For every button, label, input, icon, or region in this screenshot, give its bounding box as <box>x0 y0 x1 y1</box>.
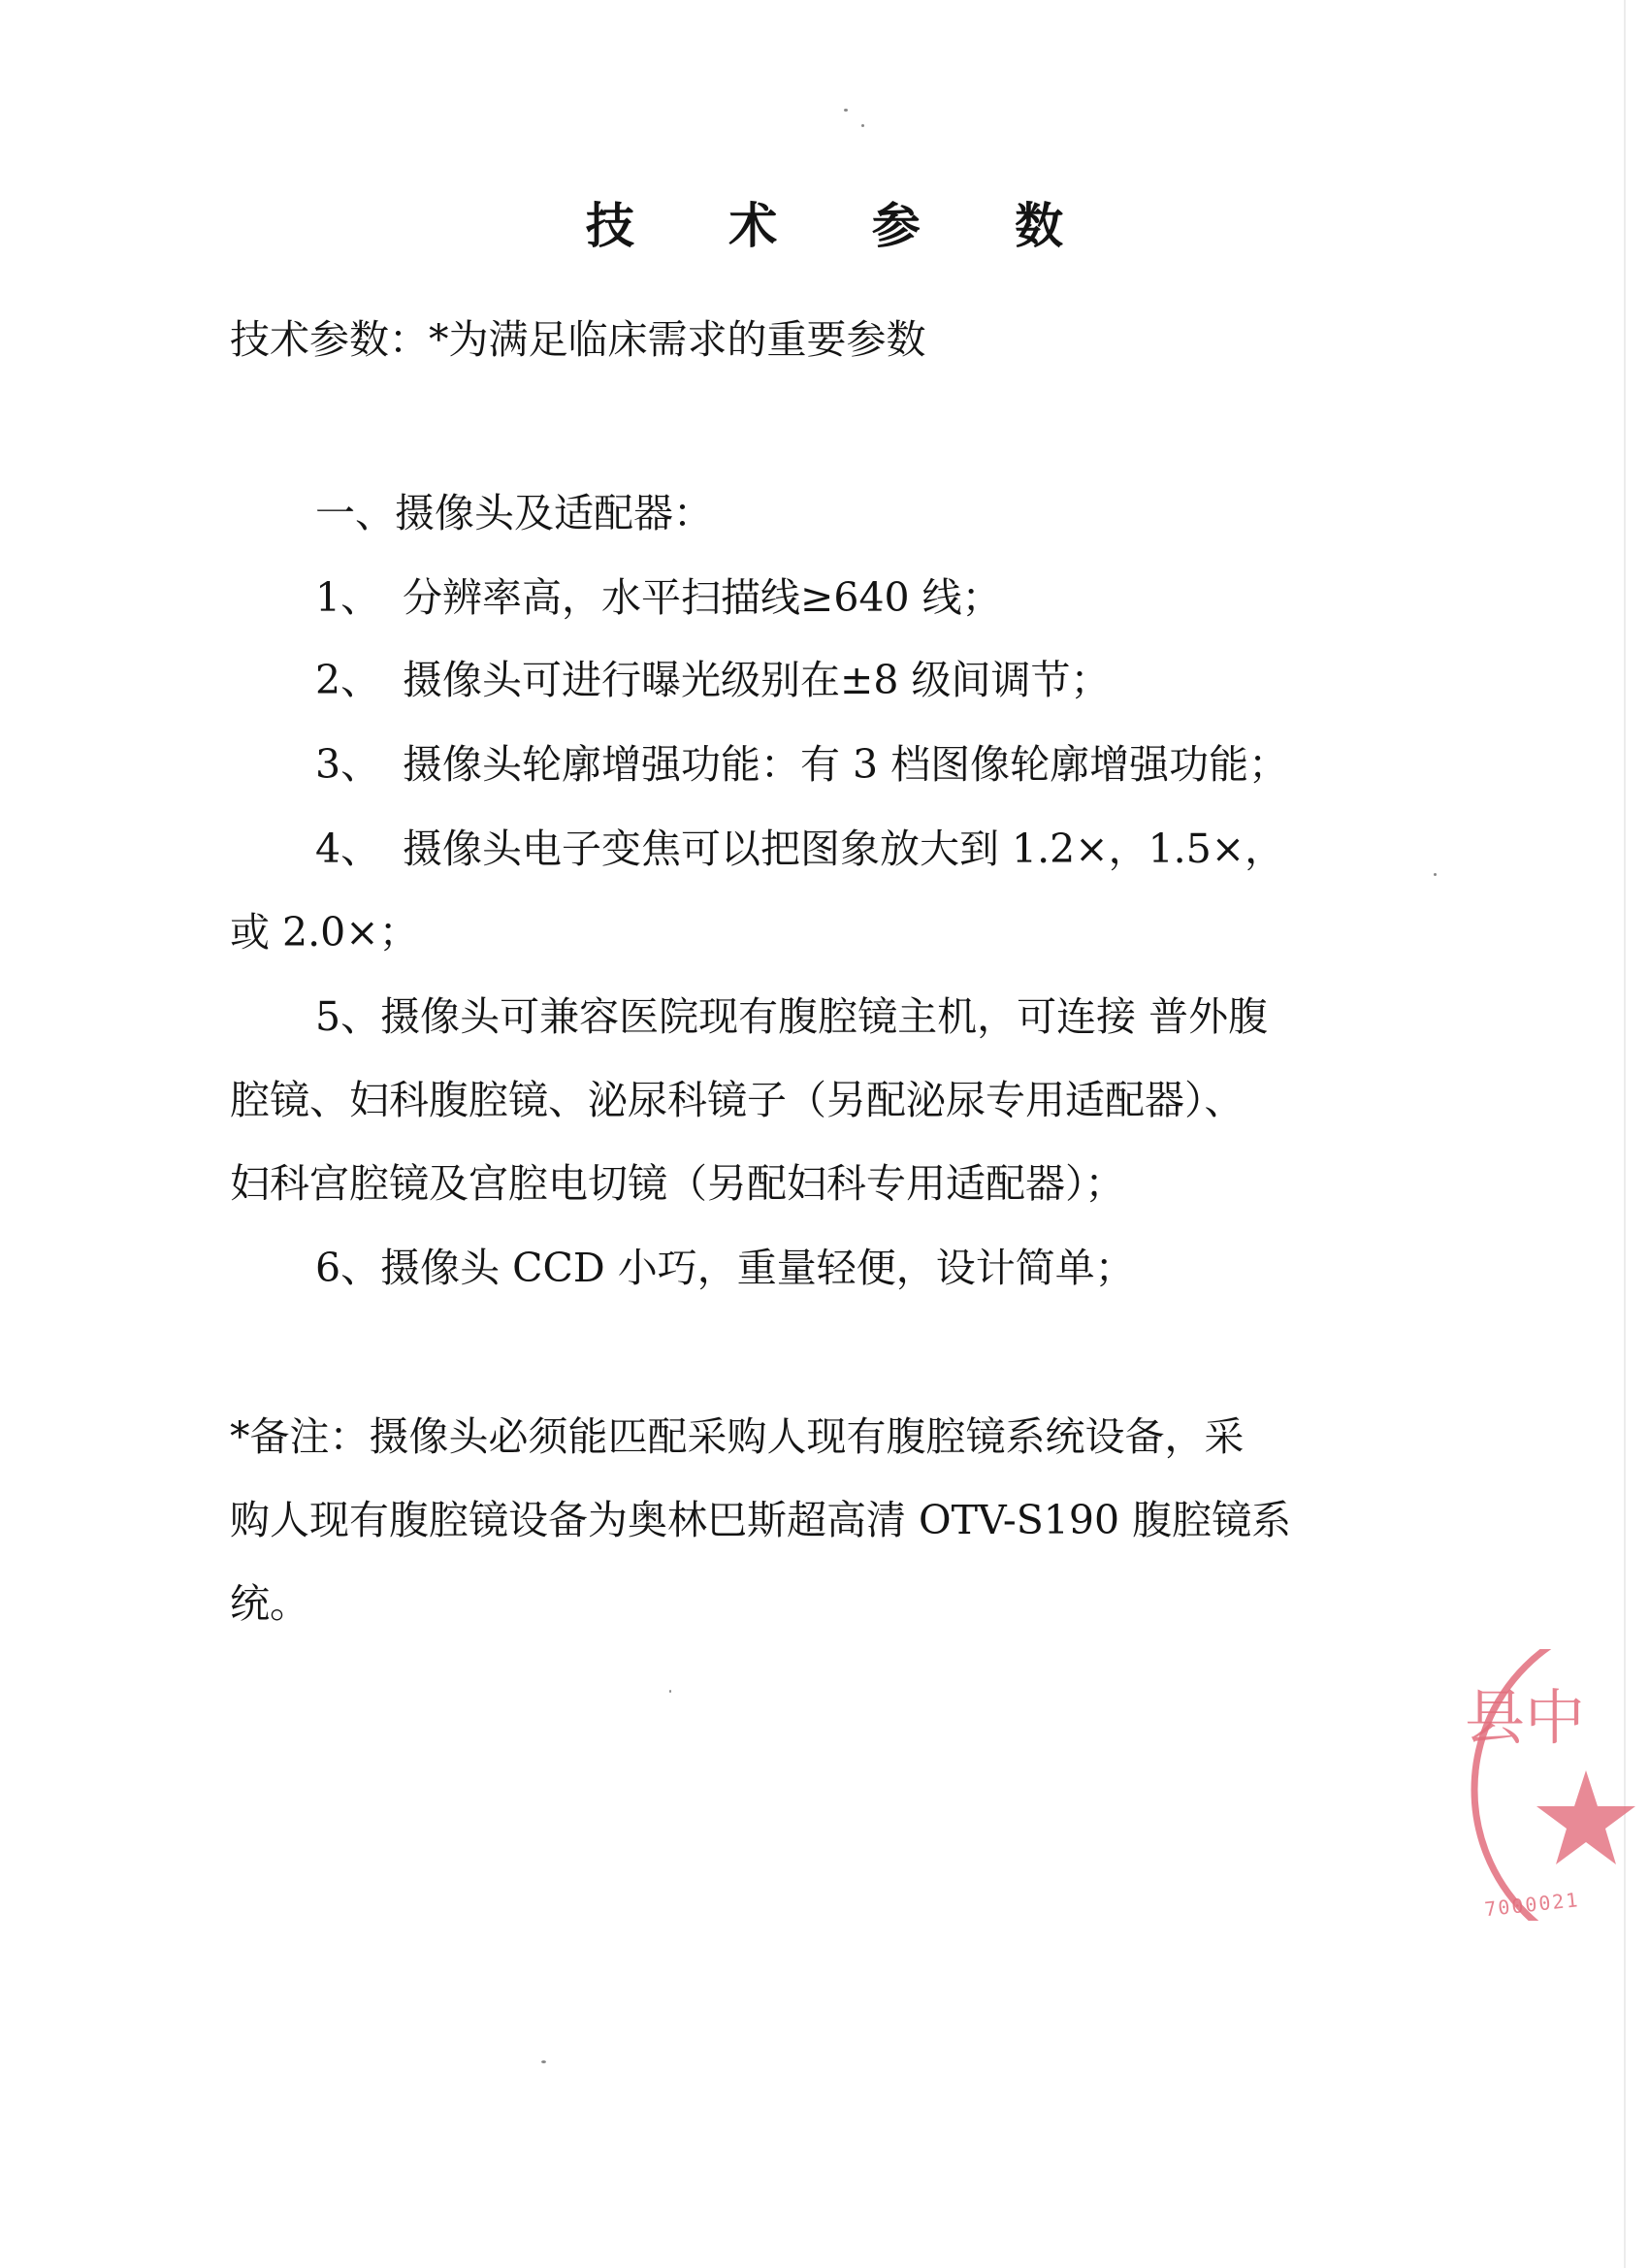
scan-speck <box>861 124 864 127</box>
seal-text: 县中 <box>1465 1682 1586 1753</box>
seal-serial: 7000021 <box>1483 1888 1581 1921</box>
item-number: 2、 <box>315 657 381 703</box>
list-item <box>315 651 1110 709</box>
note-line-2: 购人现有腹腔镜设备为奥林巴斯超高清 OTV-S190 腹腔镜系 <box>230 1497 1292 1543</box>
scan-speck <box>844 109 848 112</box>
list-item <box>315 820 1284 878</box>
item-continuation: 或 2.0×； <box>230 909 419 956</box>
item-text: 摄像头轮廓增强功能：有 3 档图像轮廓增强功能； <box>403 741 1289 788</box>
item-text: 摄像头电子变焦可以把图象放大到 1.2×，1.5×， <box>403 826 1285 872</box>
item-text: 分辨率高，水平扫描线≥640 线； <box>403 574 1002 621</box>
scan-speck <box>669 1690 671 1693</box>
note-line-3: 统。 <box>230 1580 309 1627</box>
page-title: 技 术 参 数 <box>585 197 1103 254</box>
scan-speck <box>1434 873 1437 876</box>
item-number: 3、 <box>315 741 381 788</box>
official-seal-stamp <box>1455 1649 1649 1921</box>
item-5-line-2: 腔镜、妇科腹腔镜、泌尿科镜子（另配泌尿专用适配器）、 <box>230 1077 1245 1123</box>
item-number: 4、 <box>315 826 381 872</box>
item-text: 摄像头可进行曝光级别在±8 级间调节； <box>403 657 1111 703</box>
scan-speck <box>541 2060 546 2063</box>
item-6: 6、摄像头 CCD 小巧，重量轻便，设计简单； <box>315 1245 1135 1291</box>
list-item <box>315 568 1002 627</box>
subtitle: 技术参数：*为满足临床需求的重要参数 <box>230 316 926 363</box>
item-5-line-3: 妇科宫腔镜及宫腔电切镜（另配妇科专用适配器）； <box>230 1160 1125 1207</box>
item-5-line-1: 5、摄像头可兼容医院现有腹腔镜主机，可连接 普外腹 <box>315 993 1269 1040</box>
seal-star-icon <box>1536 1770 1635 1864</box>
note-line-1: *备注：摄像头必须能匹配采购人现有腹腔镜系统设备，采 <box>230 1413 1245 1460</box>
item-number: 1、 <box>315 574 381 621</box>
list-item <box>315 735 1288 794</box>
section-heading: 一、摄像头及适配器： <box>315 490 713 536</box>
scan-edge <box>1624 0 1626 2268</box>
